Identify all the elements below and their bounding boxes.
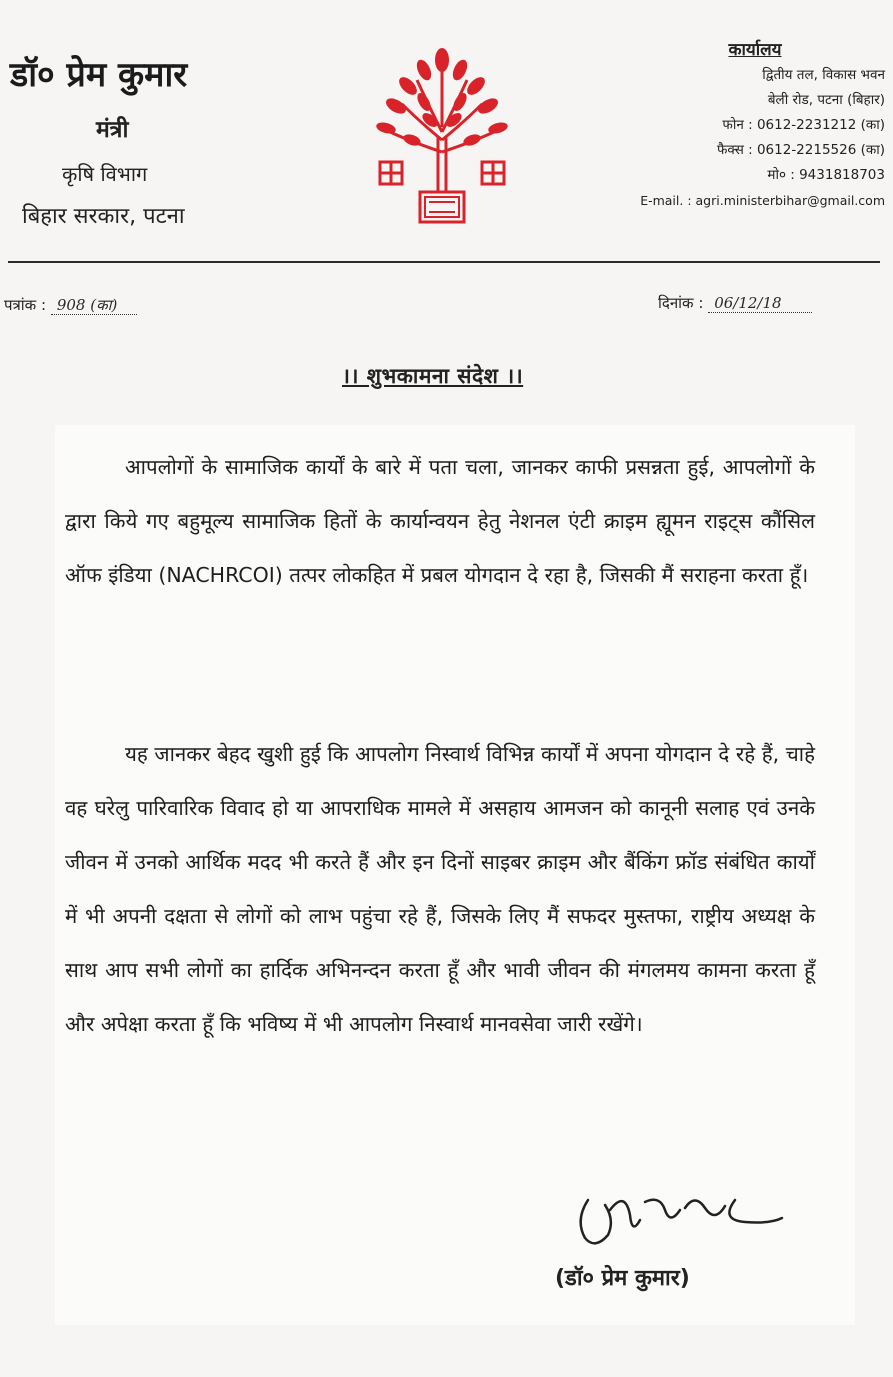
letter-date [658, 293, 812, 313]
minister-name: डॉ० प्रेम कुमार [10, 55, 188, 95]
address-line: द्वितीय तल, विकास भवन [762, 67, 885, 83]
bihar-government-emblem-icon [372, 42, 512, 230]
office-address [630, 38, 885, 213]
mobile-number: मो० : 9431818703 [767, 167, 885, 183]
letter-number [4, 295, 137, 315]
letter-number-value: 908 (का) [51, 296, 138, 315]
email-address: E-mail. : agri.ministerbihar@gmail.com [640, 193, 885, 208]
body-paragraph: आपलोगों के सामाजिक कार्यों के बारे में पता चला, जानकर काफी प्रसन्नता हुई, आपलोगों के द्वारा किये गए बहुमूल्य सामाजिक हितों के कार्यान्वयन हेतु नेशनल एंटी क्राइम ह्यूमन राइट्स कौंसिल ऑफ इंडिया (NACHRCOI) तत्पर लोकहित में प्रबल योगदान दे रहा है, जिसकी मैं सराहना करता हूँ। [65, 455, 815, 587]
government: बिहार सरकार, पटना [22, 204, 185, 229]
fax-number: फैक्स : 0612-2215526 (का) [717, 142, 885, 158]
body-paragraph: यह जानकर बेहद खुशी हुई कि आपलोग निस्वार्थ विभिन्न कार्यों में अपना योगदान दे रहे हैं, चाहे वह घरेलु पारिवारिक विवाद हो या आपराधिक मामले में असहाय आमजन को कानूनी सलाह एवं उनके जीवन में उनको आर्थिक मदद भी करते हैं और इन दिनों साइबर क्राइम और बैंकिंग फ्रॉड संबंधित कार्यों में भी अपनी दक्षता से लोगों को लाभ पहुंचा रहे हैं, जिसके लिए मैं सफदर मुस्तफा, राष्ट्रीय अध्यक्ष के साथ आप सभी लोगों का हार्दिक अभिनन्दन करता हूँ और भावी जीवन की मंगलमय कामना करता हूँ और अपेक्षा करता हूँ कि भविष्य में भी आपलोग निस्वार्थ मानवसेवा जारी रखेंगे। [65, 742, 815, 1036]
handwritten-signature [570, 1180, 785, 1255]
letter-number-label: पत्रांक : [4, 296, 47, 314]
date-value: 06/12/18 [708, 294, 811, 313]
letter-title: ।। शुभकामना संदेश ।। [342, 364, 524, 388]
signatory-name: (डॉ० प्रेम कुमार) [555, 1266, 690, 1291]
address-line: बेली रोड, पटना (बिहार) [767, 92, 885, 108]
header-divider [8, 261, 880, 263]
phone-number: फोन : 0612-2231212 (का) [722, 117, 885, 133]
department: कृषि विभाग [62, 162, 148, 186]
date-label: दिनांक : [658, 294, 704, 312]
office-heading: कार्यालय [728, 40, 782, 60]
designation: मंत्री [96, 117, 129, 143]
